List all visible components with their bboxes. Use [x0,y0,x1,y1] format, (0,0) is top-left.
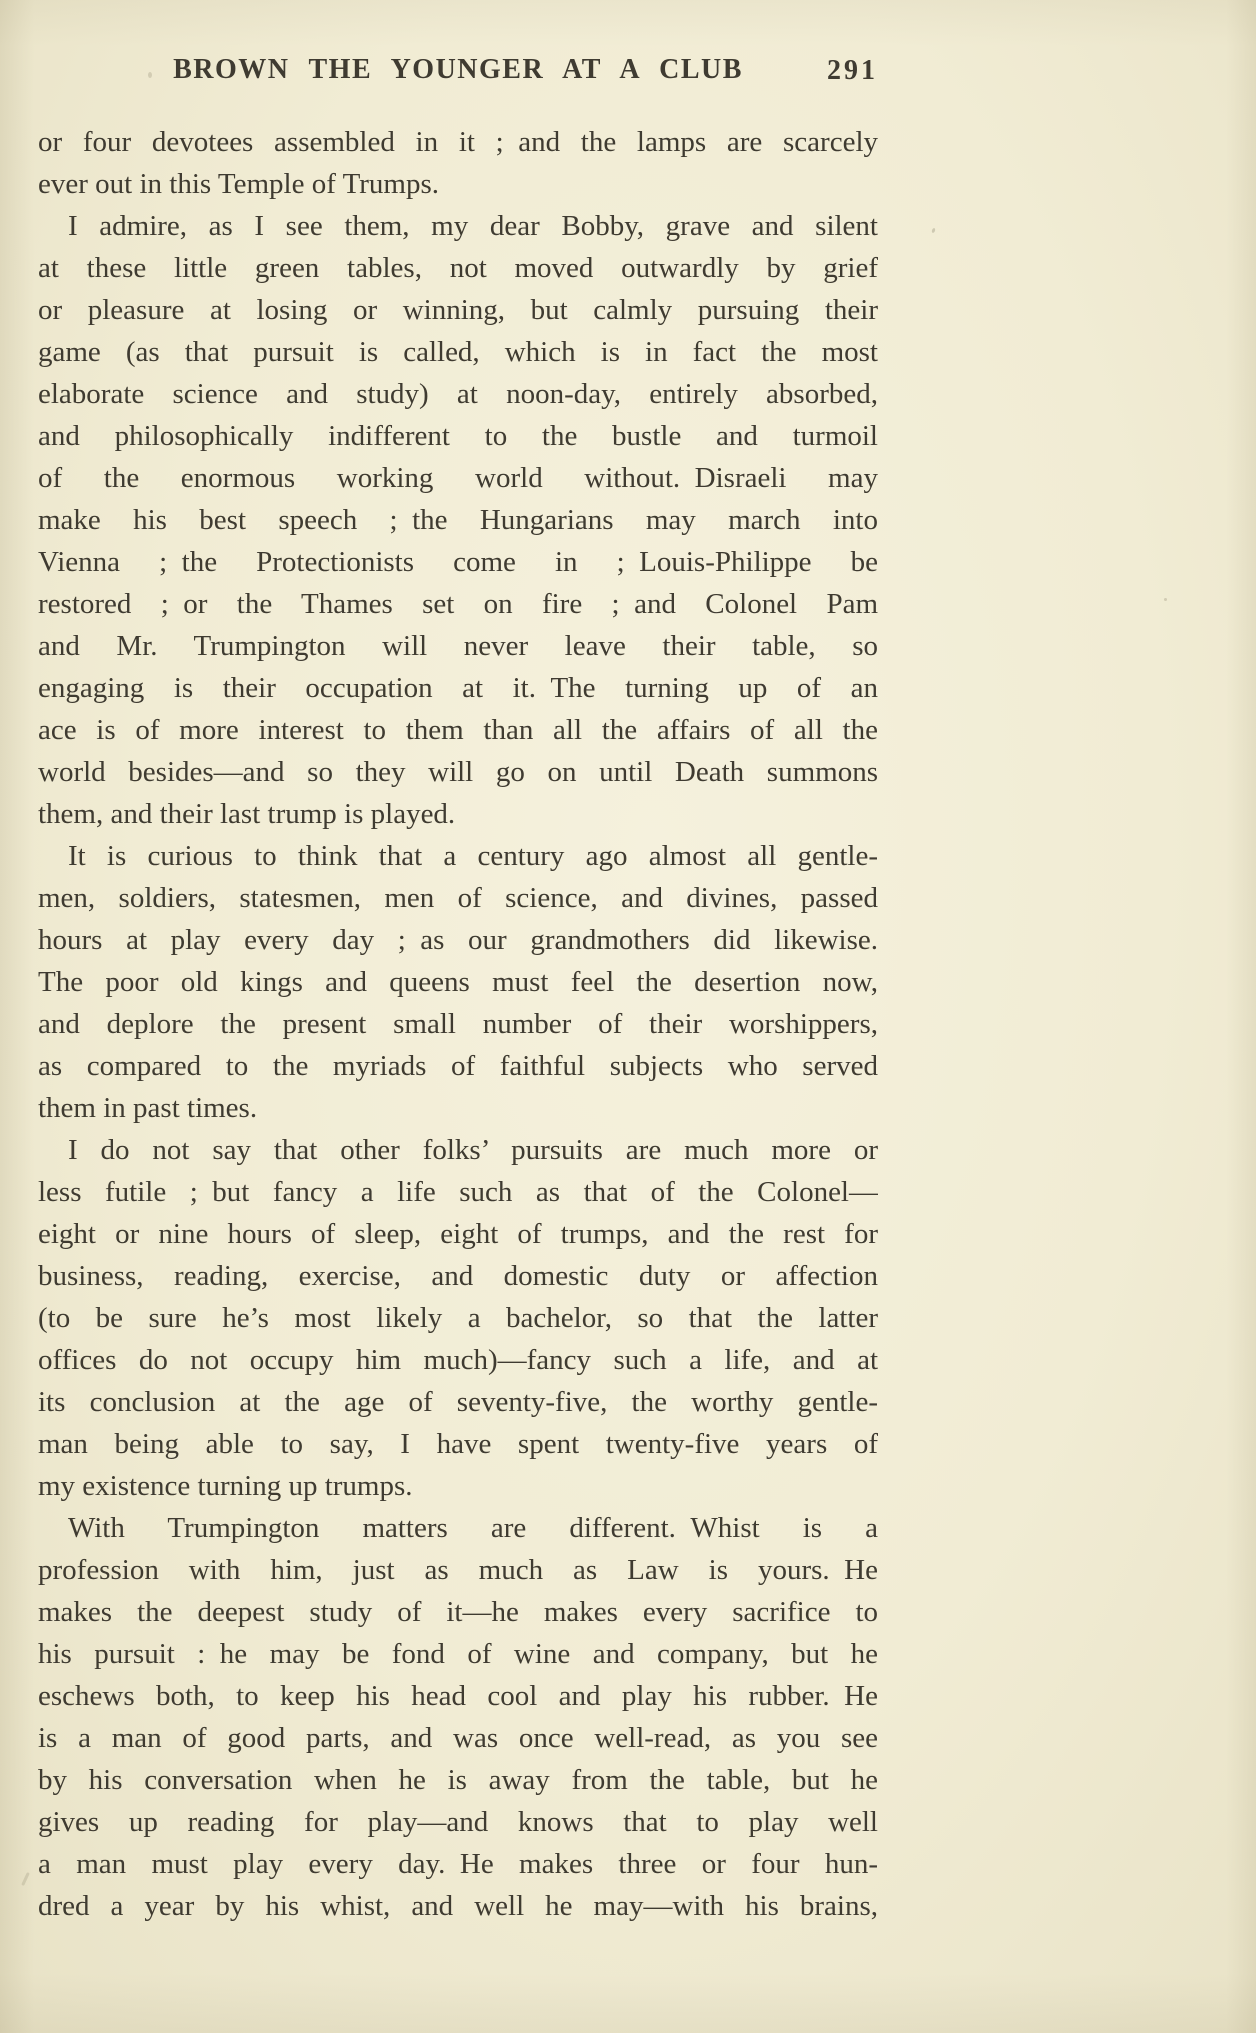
text-line: offices do not occupy him much)—fancy such a life, and at [38,1344,878,1376]
text-line: It is curious to think that a century ago almost all gentle- [68,840,878,872]
text-line: world besides—and so they will go on until Death summons [38,756,878,788]
text-line: a man must play every day. He makes three or four hun- [38,1848,878,1880]
paper-speck [148,72,152,78]
text-line: With Trumpington matters are different. Whist is a [68,1512,878,1544]
text-line: business, reading, exercise, and domestic duty or affection [38,1260,878,1292]
text-line: engaging is their occupation at it. The turning up of an [38,672,878,704]
text-line: is a man of good parts, and was once well-read, as you see [38,1722,878,1754]
text-line: men, soldiers, statesmen, men of science, and divines, passed [38,882,878,914]
text-line: Vienna ; the Protectionists come in ; Louis-Philippe be [38,546,878,578]
paper-speck [1164,598,1167,601]
text-line: its conclusion at the age of seventy-five, the worthy gentle- [38,1386,878,1418]
text-line: eschews both, to keep his head cool and play his rubber. He [38,1680,878,1712]
paragraph [38,205,878,835]
text-line: as compared to the myriads of faithful subjects who served [38,1050,878,1082]
text-line: less futile ; but fancy a life such as that of the Colonel— [38,1176,878,1208]
text-line: I do not say that other folks’ pursuits are much more or [68,1134,878,1166]
page-number: 291 [827,55,878,86]
text-line: man being able to say, I have spent twenty-five years of [38,1428,878,1460]
text-line: them, and their last trump is played. [38,798,456,830]
text-line: or pleasure at losing or winning, but calmly pursuing their [38,294,878,326]
text-line: and deplore the present small number of their worshippers, [38,1008,878,1040]
text-line: hours at play every day ; as our grandmothers did likewise. [38,924,878,956]
text-line: and philosophically indifferent to the bustle and turmoil [38,420,878,452]
running-title: BROWN THE YOUNGER AT A CLUB [173,54,743,85]
paragraph [38,121,878,205]
text-line: by his conversation when he is away from the table, but he [38,1764,878,1796]
text-line: at these little green tables, not moved outwardly by grief [38,252,878,284]
text-line: make his best speech ; the Hungarians may march into [38,504,878,536]
text-line: or four devotees assembled in it ; and the lamps are scarcely [38,126,878,158]
text-line: I admire, as I see them, my dear Bobby, grave and silent [68,210,878,242]
text-line: profession with him, just as much as Law is yours. He [38,1554,878,1586]
text-line: ever out in this Temple of Trumps. [38,168,440,200]
text-line: and Mr. Trumpington will never leave their table, so [38,630,878,662]
text-line: ace is of more interest to them than all the affairs of all the [38,714,878,746]
text-line: makes the deepest study of it—he makes every sacrifice to [38,1596,878,1628]
paragraph [38,835,878,1129]
text-line: (to be sure he’s most likely a bachelor, so that the latter [38,1302,878,1334]
paragraph [38,1507,878,1927]
text-line: restored ; or the Thames set on fire ; and Colonel Pam [38,588,878,620]
text-line: dred a year by his whist, and well he may—with his brains, [38,1890,878,1922]
text-line: his pursuit : he may be fond of wine and company, but he [38,1638,878,1670]
text-line: elaborate science and study) at noon-day, entirely absorbed, [38,378,878,410]
text-line: of the enormous working world without. Disraeli may [38,462,878,494]
text-line: game (as that pursuit is called, which is in fact the most [38,336,878,368]
paper-speck [21,1872,30,1886]
text-line: The poor old kings and queens must feel the desertion now, [38,966,878,998]
page-header [38,54,878,98]
paper-speck [931,228,936,234]
text-line: gives up reading for play—and knows that to play well [38,1806,878,1838]
page-body [38,121,878,1927]
text-line: them in past times. [38,1092,258,1124]
paragraph [38,1129,878,1507]
text-line: eight or nine hours of sleep, eight of trumps, and the rest for [38,1218,878,1250]
text-line: my existence turning up trumps. [38,1470,413,1502]
